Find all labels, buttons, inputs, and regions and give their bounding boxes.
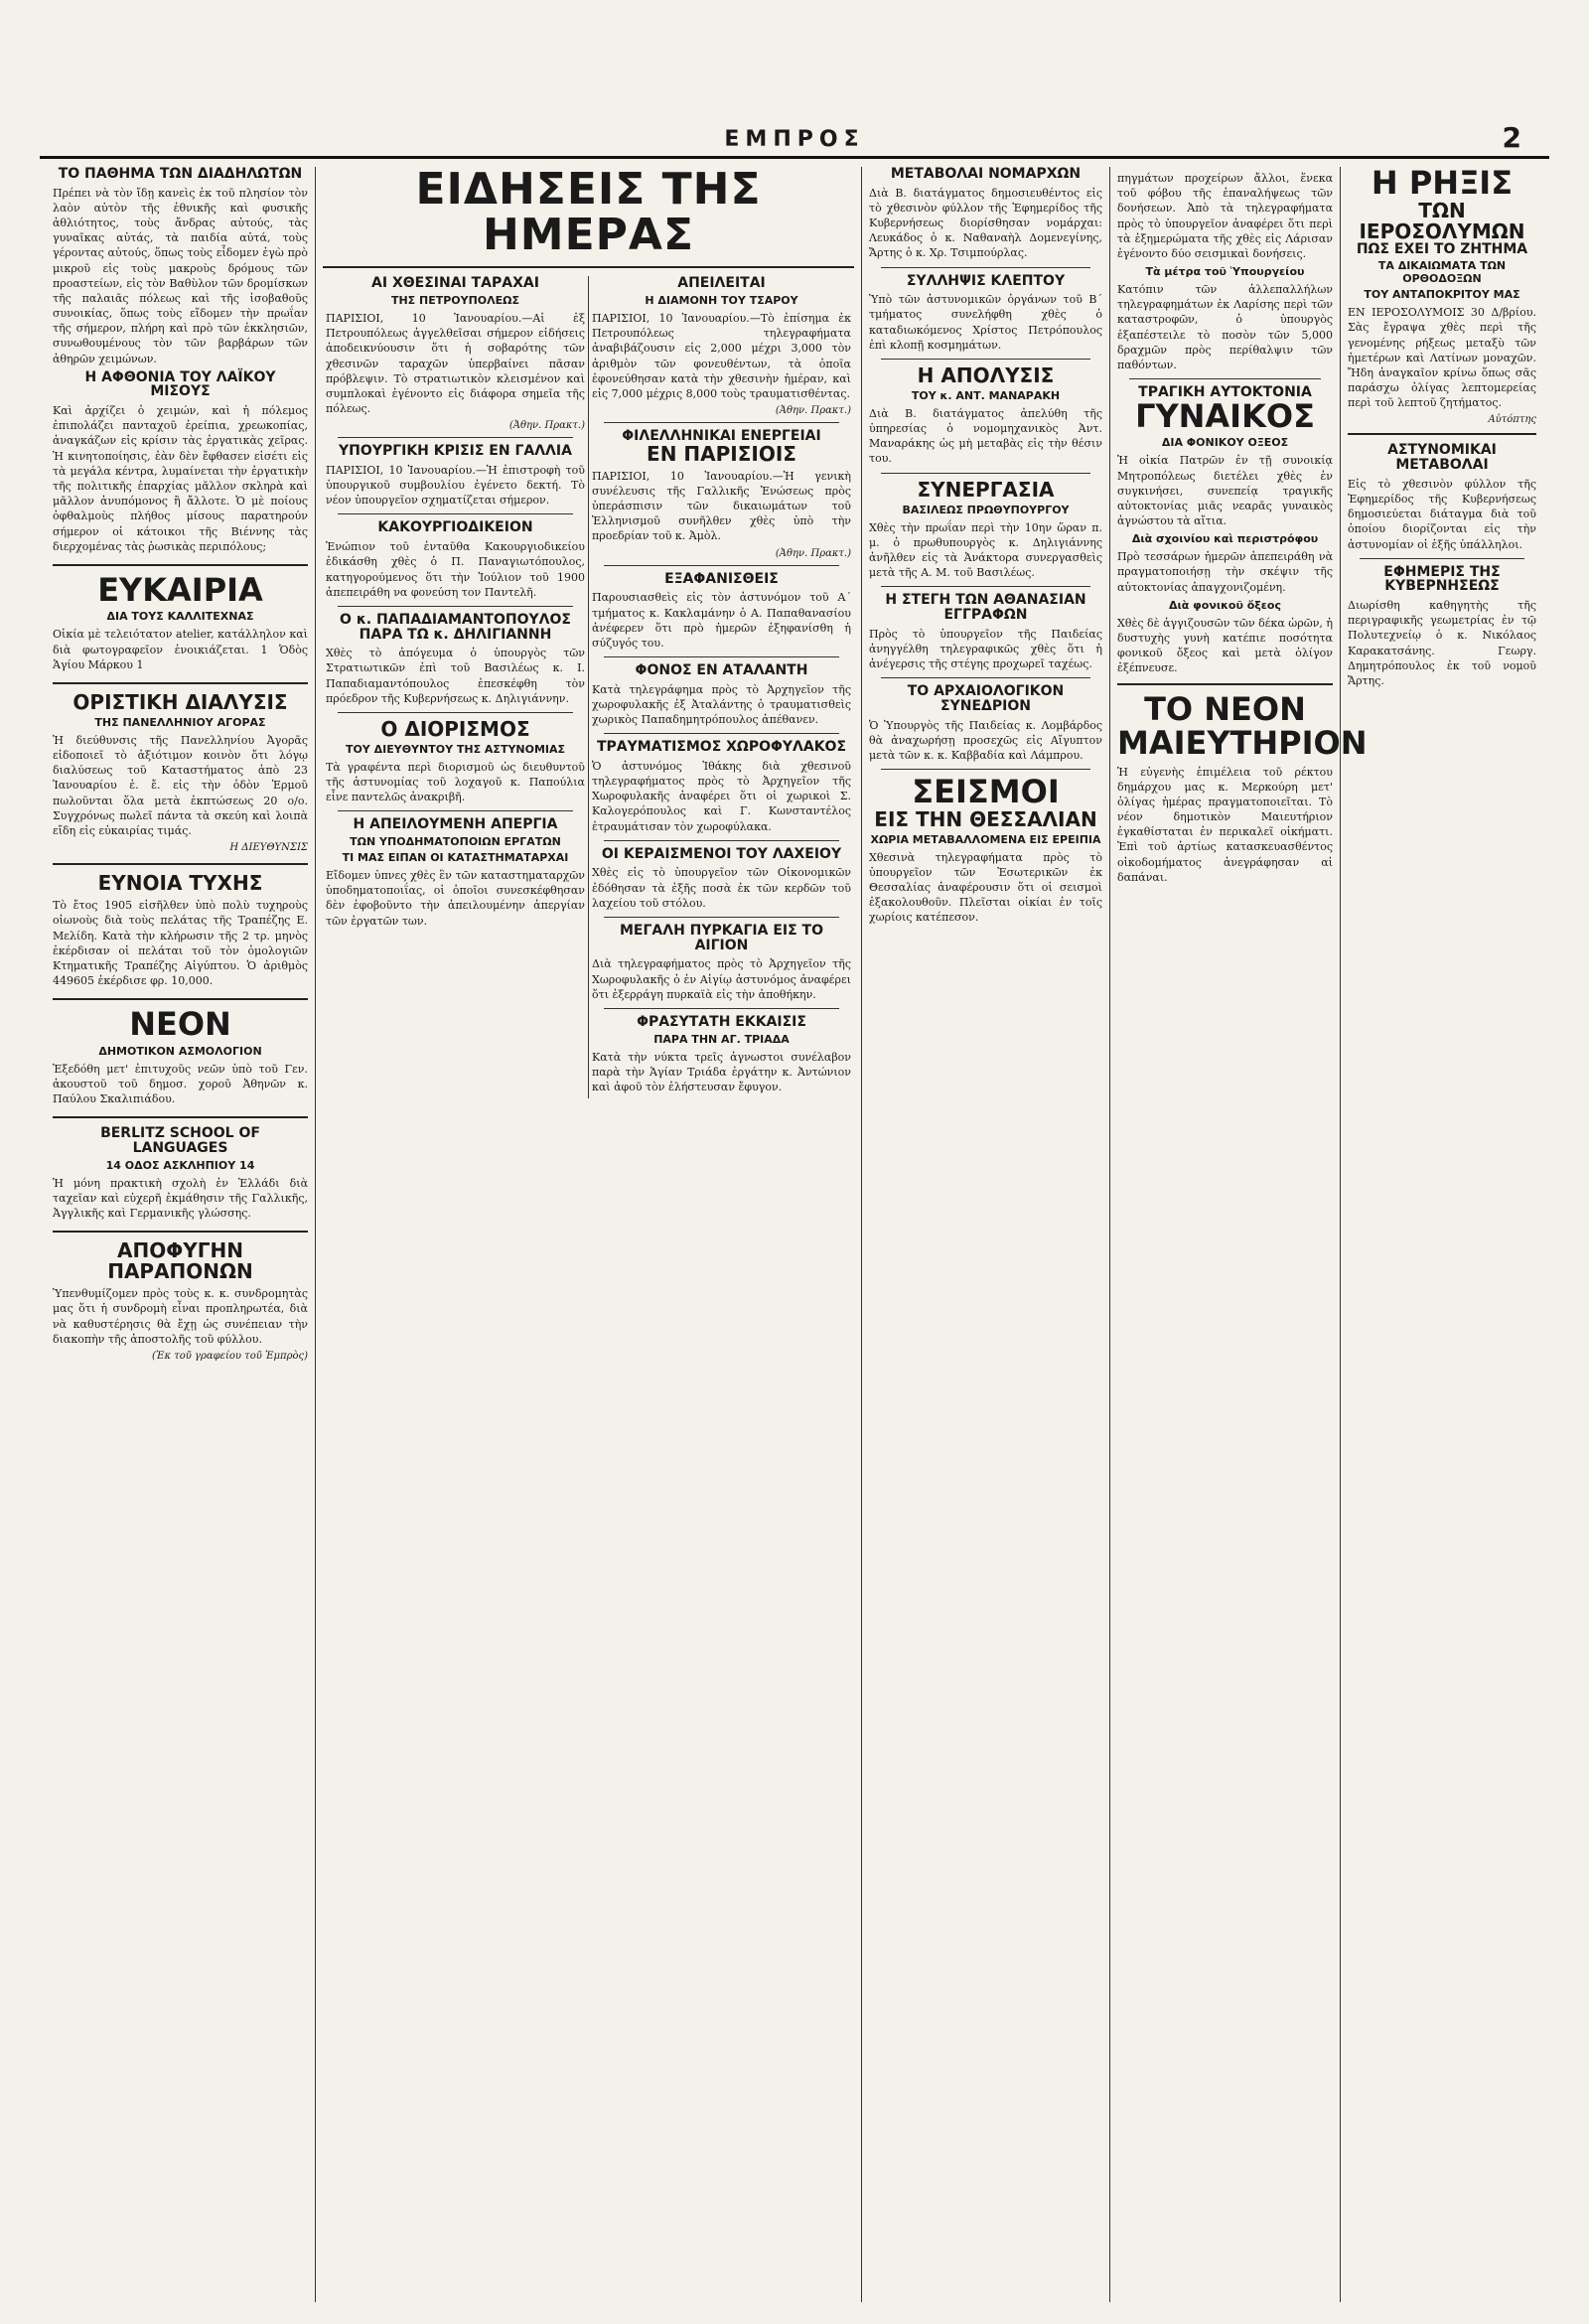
divider [1348, 433, 1536, 435]
divider [1360, 558, 1524, 559]
headline-large: ΤΟ ΝΕΟΝ [1144, 690, 1306, 729]
article-text: Χθὲς δὲ ἀγγιζουσῶν τῶν δέκα ὡρῶν, ἡ δυστυχὴς γυνὴ κατέπιε ποσότητα φονικοῦ ὄξεος καὶ μετὰ ὀλίγον ἐξέπνευσε. [1117, 616, 1333, 675]
article-text: Εἴδομεν ὑπνες χθὲς ἓν τῶν καταστηματαρχῶν ὑποδηματοποιΐας, οἱ ὁποῖοι συνεσκέφθησαν δὲν ἐφοβοῦντο τὴν ἀπειλουμένην ἀπεργίαν τῶν ἐργατῶν των. [326, 869, 585, 928]
article-text: Χθὲς τὸ ἀπόγευμα ὁ ὑπουργὸς τῶν Στρατιωτικῶν ἐπὶ τοῦ Βασιλέως κ. Ι. Παπαδιαμαντόπουλος ἐπεσκέφθη τὸν πρόεδρον τῆς Κυβερνήσεως κ. Δηλιγιάννην. [326, 647, 585, 705]
article-text: Ἡ οἰκία Πατρῶν ἐν τῇ συνοικίᾳ Μητροπόλεως διετέλει χθὲς ἐν συγκινήσει, συνεπείᾳ τραγικῆς αὐτοκτονίας μιᾶς νεαρᾶς γυναικὸς ἀγνώστου τὰ αἴτια. [1117, 454, 1333, 528]
divider [881, 473, 1090, 474]
headline: ΕΦΗΜΕΡΙΣ ΤΗΣ ΚΥΒΕΡΝΗΣΕΩΣ [1383, 563, 1501, 595]
divider [338, 810, 573, 811]
headline: ΑΠΕΙΛΕΙΤΑΙ [677, 275, 766, 292]
divider [53, 863, 308, 865]
headline: ΣΥΝΕΡΓΑΣΙΑ [917, 477, 1055, 502]
subheadline: Η ΔΙΑΜΟΝΗ ΤΟΥ ΤΣΑΡΟΥ [645, 294, 798, 308]
subheadline: ΔΙΑ ΦΟΝΙΚΟΥ ΟΞΕΟΣ [1161, 436, 1289, 450]
ad-title: ΝΕΟΝ [129, 1005, 231, 1044]
article-text: Κατὰ τὴν νύκτα τρεῖς ἀγνωστοι συνέλαβον παρὰ τὴν Ἁγίαν Τριάδα ἐργάτην κ. Ἀντώνιον καὶ ἀφοῦ τὸν ἐλήστευσαν ἔφυγον. [592, 1050, 851, 1093]
headline: ΤΩΝ ΙΕΡΟΣΟΛΥΜΩΝ [1359, 198, 1525, 243]
article-text: Καὶ ἀρχίζει ὁ χειμών, καὶ ἡ πόλεμος ἐπιπολάζει πανταχοῦ ἐρείπια, χρεωκοπίας, ἀναγκάζων εἰς κρίσιν τὰς ἐργατικὰς χεῖρας. Ἡ κινητοποίησις, ἐὰν δὲν ἔφθασεν εἰσέτι εἰς τὰ μεγάλα κέντρα, λυμαίνεται τὴν ἐργατικὴν τῆς πολιτικῆς ἐπαρχίας μᾶλλον σκληρὰ καὶ μᾶλλον ἀνυπόμονος ἢ ἄλλοτε. Ὁ μὲ ποίους ὀφθαλμοὺς πλήθος μίσους παρατηρούν σήμερον οἱ κάτοικοι τῆς Βιέννης τὰς διερχομένας τὰς ῥωσικὰς περιπόλους; [53, 404, 308, 553]
article-text: Πρέπει νὰ τὸν ἴδῃ κανεὶς ἐκ τοῦ πλησίον τὸν λαὸν αὐτὸν τῆς ἐθνικῆς καὶ φυσικῆς ἀθλιότητος, τοὺς ἄνδρας αὐτούς, τὰς γυναῖκας αὐτάς, τὰ παιδία αὐτά, τοὺς γέροντας αὐτούς, ὅπως τοὺς εἶδομεν ἐγὼ πρὸ μικροῦ εἰς τοὺς μακροὺς δρόμους τῶν προαστείων, εἰς τὸν Βαθὺλον τῶν δρομίσκων τῆς παλαιᾶς πόλεως καὶ τῆς ἰσοβαθοῦς συνοικίας, ὅπως τοὺς εἴδομεν τὴν πρωΐαν τῆς σήμερον, πλήρη καὶ πρὸ τῶν ἐκκλησιῶν, συνωθουμένους τὸν τῶν βαρβάρων τῶν ἀθηρῶν χειμώνων. [53, 186, 308, 365]
subheadline: Τὰ μέτρα τοῦ Ὑπουργείου [1145, 265, 1305, 279]
article-diadilotes [53, 167, 308, 554]
ad-text: Οἰκία μὲ τελειότατον atelier, κατάλληλον καὶ διὰ φωτογραφεῖον ἐνοικιάζεται. 1 Ὁδὸς Ἁγίου Μάρκου 1 [53, 628, 308, 671]
headline: Ο κ. ΠΑΠΑΔΙΑΜΑΝΤΟΠΟΥΛΟΣ ΠΑΡΑ ΤΩ κ. ΔΗΛΙΓΙΑΝΝΗ [340, 611, 571, 643]
article-text: Πρὸ τεσσάρων ἡμερῶν ἀπεπειράθη νὰ πραγματοποιήσῃ τὴν σκέψιν τῆς αὐτοκτονίας ἀπαγχονιζομένη. [1117, 550, 1333, 594]
ad-text: Ἐξεδόθη μετ' ἐπιτυχοῦς νεῶν ὑπὸ τοῦ Γεν. ἀκουστοῦ τοῦ δημοσ. χοροῦ Ἀθηνῶν κ. Παύλου Σκαλιπιάδου. [53, 1062, 308, 1106]
ad-sign: Η ΔΙΕΥΘΥΝΣΙΣ [229, 842, 308, 854]
article-text: ΠΑΡΙΣΙΟΙ, 10 Ἰανουαρίου.—Ἡ γενικὴ συνέλευσις τῆς Γαλλικῆς Ἑνώσεως πρὸς ὑπεράσπισιν τῶν δικαιωμάτων τοῦ Ἑλληνισμοῦ συνῆλθεν χθὲς ὑπὸ τὴν προεδρίαν τοῦ κ. Ἀμὸλ. [592, 469, 851, 543]
divider [338, 437, 573, 438]
headline: ΑΙ ΧΘΕΣΙΝΑΙ ΤΑΡΑΧΑΙ [371, 275, 539, 292]
headline: ΕΞΑΦΑΝΙΣΘΕΙΣ [664, 570, 779, 587]
article-text: Διὰ Β. διατάγματος δημοσιευθέντος εἰς τὸ χθεσινὸν φύλλον τῆς Ἐφημερίδος τῆς Κυβερνήσεως διορίσθησαν νομάρχαι: Λευκάδος ὁ κ. Ναθαναὴλ Δομενεγίνης, Ἄρτης ὁ κ. Χρ. Τσιμπούρλας. [869, 186, 1102, 260]
subheadline: ΤΟΥ ΔΙΕΥΘΥΝΤΟΥ ΤΗΣ ΑΣΤΥΝΟΜΙΑΣ [345, 742, 566, 756]
subheadline: ΒΑΣΙΛΕΩΣ ΠΡΩΘΥΠΟΥΡΓΟΥ [902, 503, 1070, 516]
article-text: ΠΑΡΙΣΙΟΙ, 10 Ἰανουαρίου.—Τὸ ἐπίσημα ἐκ Πετρουπόλεως τηλεγραφήματα ἀναβιβάζουσιν εἰς 2,000 μέχρι 3,000 τὸν ἀριθμὸν τῶν φονευθέντων, τὰ ὁποῖα ἐφονεύθησαν κατὰ τὴν χθεσινὴν ἡμέραν, καὶ εἰς 7,000 μέχρις 8,000 τοὺς τραυματισθέντας. [592, 312, 851, 400]
headline: ΦΙΛΕΛΛΗΝΙΚΑΙ ΕΝΕΡΓΕΙΑΙ [622, 428, 821, 445]
ad-title: ΕΥΚΑΙΡΙΑ [97, 570, 263, 609]
columns [46, 164, 1543, 2302]
article-text: Παρουσιασθεὶς εἰς τὸν ἀστυνόμον τοῦ Α΄ τμήματος κ. Κακλαμάνην ὁ Α. Παπαθανασίου ἀνέφερεν ὅτι πρὸ ἡμερῶν ἐξηφανίσθη ἡ σύζυγός του. [592, 591, 851, 650]
divider [604, 565, 839, 566]
news-left [323, 276, 589, 1098]
subheadline: ΤΑ ΔΙΚΑΙΩΜΑΤΑ ΤΩΝ ΟΡΘΟΔΟΞΩΝ [1377, 259, 1507, 286]
ad-apofygi [53, 1240, 308, 1362]
ad-text: Ὑπενθυμίζομεν πρὸς τοὺς κ. κ. συνδρομητὰς μας ὅτι ἡ συνδρομὴ εἶναι προπληρωτέα, διὰ νὰ καθυστέρησις θὰ ἔχῃ ὡς συνέπειαν τὴν διακοπὴν τῆς ἀποστολῆς τοῦ φύλλου. [53, 1287, 308, 1346]
divider [604, 1008, 839, 1009]
divider [604, 840, 839, 841]
headline: ΑΣΤΥΝΟΜΙΚΑΙ ΜΕΤΑΒΟΛΑΙ [1387, 442, 1497, 474]
headline: Η ΑΠΕΙΛΟΥΜΕΝΗ ΑΠΕΡΓΙΑ [353, 816, 558, 833]
headline-large: ΓΥΝΑΙΚΟΣ [1135, 396, 1315, 435]
article-sign: Αὐτόπτης [1488, 414, 1536, 426]
article-text: Τὰ γραφέντα περὶ διορισμοῦ ὡς διευθυντοῦ τῆς ἀστυνομίας τοῦ λοχαγοῦ κ. Παπούλια εἶνε παντελῶς ἀνακριβῆ. [326, 760, 585, 804]
headline: ΦΡΑΣΥΤΑΤΗ ΕΚΚΑΙΣΙΣ [637, 1013, 806, 1030]
divider [604, 422, 839, 423]
article-text: Χθὲς τὴν πρωΐαν περὶ τὴν 10ην ὥραν π. μ. ὁ πρωθυπουργὸς κ. Δηλιγιάννης ἀνῆλθεν εἰς τὰ Ἀνάκτορα συνεργασθεὶς μετὰ τῆς Α. Μ. τοῦ Βασιλέως. [869, 520, 1102, 580]
article-text: Ὑπὸ τῶν ἀστυνομικῶν ὀργάνων τοῦ Β΄ τμήματος συνελήφθη χθὲς ὁ καταδιωκόμενος Χρίστος Πετρόπουλος ἐπὶ κλοπῇ κοσμημάτων. [869, 293, 1102, 352]
subheadline: ΧΩΡΙΑ ΜΕΤΑΒΑΛΛΟΜΕΝΑ ΕΙΣ ΕΡΕΙΠΙΑ [870, 832, 1101, 846]
divider [338, 606, 573, 607]
headline: ΣΕΙΣΜΟΙ [912, 773, 1060, 811]
article-text: Πρὸς τὸ ὑπουργεῖον τῆς Παιδείας ἀνηγγέλθη τηλεγραφικῶς χθὲς ὅτι ἡ ἀνέγερσις τῆς στέγης προχωρεῖ ταχέως. [869, 627, 1102, 671]
ad-dialysis [53, 689, 308, 854]
headline: ΜΕΓΑΛΗ ΠΥΡΚΑΓΙΑ ΕΙΣ ΤΟ ΑΙΓΙΟΝ [620, 922, 823, 953]
subheadline: ΕΙΣ ΤΗΝ ΘΕΣΣΑΛΙΑΝ [874, 806, 1097, 831]
divider [881, 677, 1090, 678]
news-banner: ΕΙΔΗΣΕΙΣ ΤΗΣ ΗΜΕΡΑΣ [415, 164, 762, 261]
subheadline: ΤΗΣ ΠΕΤΡΟΥΠΟΛΕΩΣ [390, 294, 520, 308]
subheadline: ΤΟΥ κ. ΑΝΤ. ΜΑΝΑΡΑΚΗ [911, 388, 1061, 402]
article-source: (Ἀθην. Πρακτ.) [775, 547, 851, 559]
headline-large: Η ΡΗΞΙΣ [1371, 164, 1514, 202]
divider [604, 733, 839, 734]
ad-subtitle: 14 ΟΔΟΣ ΑΣΚΛΗΠΙΟΥ 14 [105, 1158, 255, 1172]
article-text: Χθεσινὰ τηλεγραφήματα πρὸς τὸ ὑπουργεῖον τῶν Ἐσωτερικῶν ἐκ Θεσσαλίας ἀναφέρουσιν ὅτι οἱ σεισμοὶ ἐξακολουθοῦν. Πλεῖσται οἰκίαι ἐν τοῖς χωρίοις κατέπεσον. [869, 850, 1102, 925]
article-text: Ὁ Ὑπουργὸς τῆς Παιδείας κ. Λομβάρδος θὰ ἀναχωρήσῃ προσεχῶς εἰς Αἴγυπτον μετὰ τῶν κ. κ. Καββαδία καὶ Λάμπρου. [869, 718, 1102, 762]
subheadline: ΕΝ ΠΑΡΙΣΙΟΙΣ [647, 441, 796, 466]
article-text: Διωρίσθη καθηγητὴς τῆς περιγραφικῆς γεωμετρίας ἐν τῷ Πολυτεχνείῳ ὁ κ. Νικόλαος Καρακατσάνης. Γεωργ. Δημητρόπουλος ἐκ τοῦ νομοῦ Ἄρτης. [1348, 599, 1536, 687]
headline: ΜΕΤΑΒΟΛΑΙ ΝΟΜΑΡΧΩΝ [890, 166, 1082, 182]
article-text: ΠΑΡΙΣΙΟΙ, 10 Ἰανουαρίου.—Ἡ ἐπιστροφὴ τοῦ ὑπουργικοῦ συμβουλίου ἐγένετο δεκτή. Τὸ νέον ὑπουργεῖον σχηματίζεται σήμερον. [326, 463, 585, 508]
ad-text: Τὸ ἔτος 1905 εἰσῆλθεν ὑπὸ πολὺ τυχηροὺς οἰωνοὺς διὰ τοὺς πελάτας τῆς Τραπέζης Ε. Μελίδη. Κατὰ τὴν κλήρωσιν τῆς 2 τρ. μηνὸς ἐκέρδισαν οἱ πελάται τοῦ τὸν ὀμολογιῶν Κτηματικῆς Τραπέζης Αἰγύπτου. Ὁ ἀριθμὸς 449605 ἐκέρδισε φρ. 10,000. [53, 899, 308, 988]
news-split [323, 276, 854, 1098]
article-text: Κατόπιν τῶν ἀλλεπαλλήλων τηλεγραφημάτων ἐκ Λαρίσης περὶ τῶν καταστροφῶν, ὁ ὑπουργὸς ἐξαπέστειλε τὸ ποσὸν τῶν 5,000 δραχμῶν πρὸς περίθαλψιν τῶν παθόντων. [1117, 283, 1333, 371]
headline: ΥΠΟΥΡΓΙΚΗ ΚΡΙΣΙΣ ΕΝ ΓΑΛΛΙΑ [339, 443, 572, 460]
ad-text: Ἡ μόνη πρακτικὴ σχολὴ ἐν Ἑλλάδι διὰ ταχεῖαν καὶ εὐχερῆ ἐκμάθησιν τῆς Γαλλικῆς, Ἀγγλικῆς καὶ Γερμανικῆς γλώσσης. [53, 1176, 308, 1221]
column-5 [1110, 167, 1368, 2302]
subheadline: ΤΩΝ ΥΠΟΔΗΜΑΤΟΠΟΙΩΝ ΕΡΓΑΤΩΝ [350, 835, 561, 849]
article-text: Εἰς τὸ χθεσινὸν φύλλον τῆς Ἐφημερίδος τῆς Κυβερνήσεως δημοσιεύεται διάταγμα διὰ τοῦ ὁποίου διορίζονται εἰς τὴν ἀστυνομίαν οἱ ἑξῆς ὑπάλληλοι. [1348, 477, 1536, 551]
article-text: Ἡ εὐγενὴς ἐπιμέλεια τοῦ ρέκτου δημάρχου μας κ. Μερκούρη μετ' ὀλίγας ἡμέρας πραγματοποιεῖται. Τὸ νέον δημοτικὸν Μαιευτήριον ἐγκαθίσταται ἐν περικαλεῖ οἰκήματι. Ἐπὶ τοῦ ἀρτίως κατασκευασθέντος οἰκοδομήματος ἀνεγράφησαν αἱ δαπάναι. [1117, 765, 1333, 884]
headline: ΚΑΚΟΥΡΓΙΟΔΙΚΕΙΟΝ [377, 519, 533, 536]
ad-eunoia [53, 873, 308, 988]
headline: ΦΟΝΟΣ ΕΝ ΑΤΑΛΑΝΤΗ [635, 662, 808, 679]
article-text: Διὰ τηλεγραφήματος πρὸς τὸ Ἀρχηγεῖον τῆς Χωροφυλακῆς ὁ ἐν Αἰγίῳ ἀστυνόμος ἀναφέρει ὅτι ἐξερράγη πυρκαϊὰ εἰς τὴν ἀποθήκην. [592, 957, 851, 1001]
article-source: (Ἀθην. Πρακτ.) [775, 405, 851, 417]
column-news [316, 164, 862, 2302]
divider [53, 998, 308, 1000]
subheadline: ΠΩΣ ΕΧΕΙ ΤΟ ΖΗΤΗΜΑ [1356, 240, 1528, 257]
ad-subtitle: ΔΗΜΟΤΙΚΟΝ ΑΣΜΟΛΟΓΙΟΝ [98, 1044, 262, 1058]
headline: ΤΡΑΓΙΚΗ ΑΥΤΟΚΤΟΝΙΑ [1138, 384, 1312, 401]
divider [1129, 378, 1321, 379]
divider [881, 769, 1090, 770]
article-source: (Ἀθην. Πρακτ.) [508, 420, 585, 432]
divider [53, 1231, 308, 1233]
headline: Η ΑΠΟΛΥΣΙΣ [917, 363, 1055, 387]
article-text: Χθὲς εἰς τὸ ὑπουργεῖον τῶν Οἰκονομικῶν ἐδόθησαν τὰ ἐξῆς ποσὰ ἐκ τῶν κερδῶν τοῦ λαχείου τοῦ στόλου. [592, 866, 851, 910]
subheadline: Διὰ φονικοῦ ὄξεος [1168, 598, 1281, 612]
article-text: πηγμάτων προχείρων ἄλλοι, ἕνεκα τοῦ φόβου τῆς ἐπαναλήψεως τῶν δονήσεων. Ἀπὸ τὰ τηλεγραφήματα πρὸς τὸ ὑπουργεῖον ἀναφέρει ὅτι περὶ τὰ ἐξημερώματα τῆς χθὲς εἰς Λάρισαν ἐγένοντο δύο σεισμικαὶ δονήσεις. [1117, 172, 1333, 260]
divider [881, 359, 1090, 360]
headline: ΤΟ ΑΡΧΑΙΟΛΟΓΙΚΟΝ ΣΥΝΕΔΡΙΟΝ [907, 683, 1065, 714]
article-text: Ὁ ἀστυνόμος Ἰθάκης διὰ χθεσινοῦ τηλεγραφήματος πρὸς τὸ Ἀρχηγεῖον τῆς Χωροφυλακῆς ἀναφέρει ὅτι οἱ χωρικοὶ Σ. Καλογερόπουλος καὶ Γ. Κωνσταντέλος ἐτραυμάτισαν τὸν χωροφύλακα. [592, 759, 851, 833]
divider [1117, 683, 1333, 685]
divider [53, 564, 308, 566]
divider [604, 656, 839, 657]
article-text: Κατὰ τηλεγράφημα πρὸς τὸ Ἀρχηγεῖον τῆς χωροφυλακῆς ἐξ Ἀταλάντης ὁ τραυματισθεὶς χωρικὸς Παπαδημητρόπουλος ἀπέθανεν. [592, 682, 851, 727]
column-1 [46, 167, 316, 2302]
news-right [589, 276, 854, 1098]
ad-title: ΕΥΝΟΙΑ ΤΥΧΗΣ [97, 871, 263, 896]
divider [881, 586, 1090, 587]
subheadline: ΤΙ ΜΑΣ ΕΙΠΑΝ ΟΙ ΚΑΤΑΣΤΗΜΑΤΑΡΧΑΙ [342, 851, 569, 865]
headline: ΤΟ ΠΑΘΗΜΑ ΤΩΝ ΔΙΑΔΗΛΩΤΩΝ [58, 166, 303, 182]
divider [338, 712, 573, 713]
column-6 [1341, 164, 1543, 2302]
subheadline: Διὰ σχοινίου καὶ περιστρόφου [1131, 532, 1319, 546]
divider [53, 682, 308, 684]
ad-title: ΟΡΙΣΤΙΚΗ ΔΙΑΛΥΣΙΣ [72, 689, 288, 714]
article-text: Διὰ Β. διατάγματος ἀπελύθη τῆς ὑπηρεσίας ὁ νομομηχανικὸς Ἀντ. Μαναράκης ὡς μὴ μεταβὰς εἰς τὴν θέσιν του. [869, 406, 1102, 466]
ad-berlitz [53, 1126, 308, 1221]
subheadline: ΤΟΥ ΑΝΤΑΠΟΚΡΙΤΟΥ ΜΑΣ [1364, 288, 1520, 302]
headline: Η ΣΤΕΓΗ ΤΩΝ ΑΘΑΝΑΣΙΑΝ ΕΓΓΡΑΦΩΝ [885, 592, 1086, 623]
page-number: 2 [1502, 121, 1521, 154]
ad-subtitle: ΔΙΑ ΤΟΥΣ ΚΑΛΛΙΤΕΧΝΑΣ [106, 610, 254, 624]
article-text: Ἐνώπιον τοῦ ἐνταῦθα Κακουργιοδικείου ἐδικάσθη χθὲς ὁ Π. Παναγιωτόπουλος, κατηγορούμενος ὅτι τὴν Ἰούλιον τοῦ 1900 ἀπεπειράθη να φονεύση τον Παντελῆ. [326, 540, 585, 599]
divider [881, 267, 1090, 268]
masthead-title: ΕΜΠΡΟΣ [724, 127, 865, 152]
ad-title: ΑΠΟΦΥΓΗΝ [117, 1238, 243, 1263]
ad-eukairia [53, 570, 308, 672]
masthead [40, 119, 1549, 159]
column-4 [862, 167, 1110, 2302]
article-text: ΠΑΡΙΣΙΟΙ, 10 Ἰανουαρίου.—Αἱ ἐξ Πετρουπόλεως ἀγγελθεῖσαι σήμερον εἰδήσεις ἀποδεικνύουσιν ὅτι ἡ σοβαρότης τῶν χθεσινῶν ταραχῶν ὑπερβαίνει πᾶσαν πρόβλεψιν. Τὸ στρατιωτικὸν κλεισμένον καὶ συμπλοκαὶ ἐγένοντο εἰς διάφορα σημεῖα τῆς πόλεως. [326, 312, 585, 416]
divider [604, 917, 839, 918]
divider [53, 1116, 308, 1118]
headline: ΤΡΑΥΜΑΤΙΣΜΟΣ ΧΩΡΟΦΥΛΑΚΟΣ [596, 739, 847, 756]
divider [323, 266, 854, 268]
masthead-rule [40, 156, 1549, 159]
subheadline: ΠΑΡΑ ΤΗΝ ΑΓ. ΤΡΙΑΔΑ [653, 1032, 790, 1046]
divider [338, 513, 573, 514]
article-text: ΕΝ ΙΕΡΟΣΟΛΥΜΟΙΣ 30 Δ/βρίου. Σὰς ἔγραψα χθὲς περὶ τῆς γενομένης ρήξεως μεταξὺ τῶν ἡμετέρων καὶ Λατίνων μοναχῶν. Ἤδη ἀναγκαῖον κρίνω ὅπως σᾶς παράσχω ὀλίγας λεπτομερείας περὶ τοῦ λεπτοῦ ζητήματος. [1348, 306, 1536, 410]
ad-text: Ἡ διεύθυνσις τῆς Πανελληνίου Ἀγορᾶς εἰδοποιεῖ τὸ ἀξιότιμον κοινὸν ὅτι λόγῳ διαλύσεως τοῦ Καταστήματος ἀπὸ 23 Ἰανουαρίου ἐ. ἔ. εἰς τὴν ὁδὸν Ἑρμοῦ πωλοῦνται ὅλα μετὰ ἐκπτώσεως 20 ο/ο. Συγχρόνως πωλεῖ πάντα τὰ σκεύη καὶ λοιπὰ εἴδη εἰς εὐκαιρίας τιμάς. [53, 733, 308, 837]
subheadline: Η ΑΦΘΟΝΙΑ ΤΟΥ ΛΑΪΚΟΥ ΜΙΣΟΥΣ [84, 368, 276, 400]
ad-title: BERLITZ SCHOOL OF LANGUAGES [100, 1125, 260, 1156]
headline: ΣΥΛΛΗΨΙΣ ΚΛΕΠΤΟΥ [906, 272, 1066, 289]
headline-large: ΜΑΙΕΥΤΗΡΙΟΝ [1117, 724, 1368, 762]
ad-subtitle: ΠΑΡΑΠΟΝΩΝ [107, 1259, 253, 1284]
ad-subtitle: ΤΗΣ ΠΑΝΕΛΛΗΝΙΟΥ ΑΓΟΡΑΣ [94, 715, 266, 729]
headline: ΟΙ ΚΕΡΑΙΣΜΕΝΟΙ ΤΟΥ ΛΑΧΕΙΟΥ [601, 845, 842, 862]
ad-neon [53, 1005, 308, 1106]
headline: Ο ΔΙΟΡΙΣΜΟΣ [380, 716, 530, 741]
ad-source: (Ἐκ τοῦ γραφείου τοῦ Ἐμπρὸς) [152, 1350, 308, 1362]
